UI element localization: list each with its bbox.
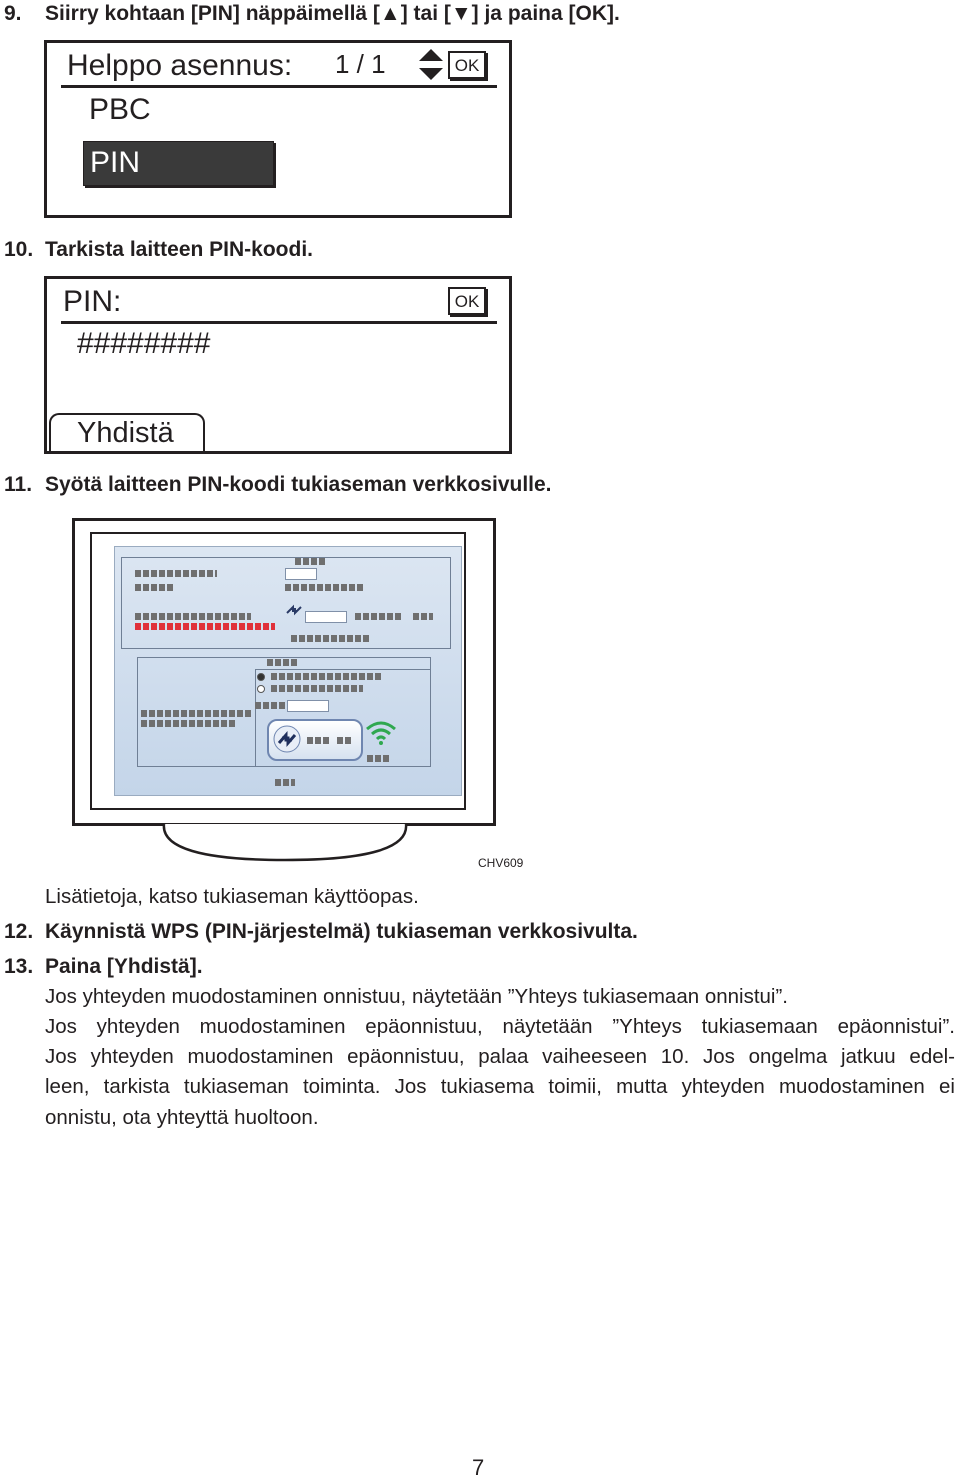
wps-start-button <box>267 719 363 761</box>
body-line: Jos yhteyden muodostaminen onnistuu, näytetään ”Yhteys tukiasemaan onnistui”. <box>45 985 788 1008</box>
connect-tab[interactable] <box>49 413 205 454</box>
figure-code: CHV609 <box>478 856 524 870</box>
lcd-title: PIN: <box>63 285 122 318</box>
step-instruction: Paina [Yhdistä]. <box>45 955 203 978</box>
step-number: 10. <box>4 238 34 261</box>
lcd-screen-easy-setup <box>44 40 512 218</box>
monitor-stand <box>160 822 410 864</box>
monitor-illustration <box>72 518 496 826</box>
step-instruction: Käynnistä WPS (PIN-järjestelmä) tukiaseman verkkosivulta. <box>45 920 638 943</box>
lcd-screen-pin <box>44 276 512 454</box>
step-number: 11. <box>4 473 33 496</box>
note-text: Lisätietoja, katso tukiaseman käyttöopas. <box>45 885 419 908</box>
body-line: Jos yhteyden muodostaminen epäonnistuu, näytetään ”Yhteys tukiasemaan epäonnistui”. <box>45 1015 955 1038</box>
body-line: Jos yhteyden muodostaminen epäonnistuu, palaa vaiheeseen 10. Jos ongelma jatkuu edel- <box>45 1045 955 1068</box>
body-line: leen, tarkista tukiaseman toiminta. Jos tukiasema toimii, mutta yhteyden muodostaminen ei <box>45 1075 955 1098</box>
page-indicator: 1 / 1 <box>335 49 386 79</box>
step-instruction: Syötä laitteen PIN-koodi tukiaseman verkkosivulle. <box>45 473 552 496</box>
connect-tab-label: Yhdistä <box>77 417 174 449</box>
wps-arrows-icon <box>273 725 301 753</box>
step-number: 9. <box>4 2 22 25</box>
body-line: onnistu, ota yhteyttä huoltoon. <box>45 1106 319 1129</box>
step-number: 12. <box>4 920 34 943</box>
wifi-icon <box>365 719 397 745</box>
access-point-webpage <box>114 546 462 796</box>
step-instruction: Tarkista laitteen PIN-koodi. <box>45 238 314 261</box>
divider <box>61 85 497 88</box>
menu-item-pin-selected[interactable] <box>83 141 274 186</box>
step-number: 13. <box>4 955 34 978</box>
menu-item-label: PIN <box>90 146 141 179</box>
page-number: 7 <box>472 1455 485 1480</box>
step-instruction: Siirry kohtaan [PIN] näppäimellä [▲] tai [▼] ja paina [OK]. <box>45 2 620 25</box>
ok-button[interactable]: OK <box>448 287 486 315</box>
up-down-arrows-icon[interactable] <box>419 49 443 81</box>
wps-arrows-icon <box>285 603 303 617</box>
menu-item-pbc[interactable]: PBC <box>89 93 151 126</box>
ok-button[interactable]: OK <box>448 51 486 79</box>
divider <box>61 321 497 324</box>
lcd-title: Helppo asennus: <box>67 49 293 82</box>
pin-code: ######## <box>77 327 211 360</box>
